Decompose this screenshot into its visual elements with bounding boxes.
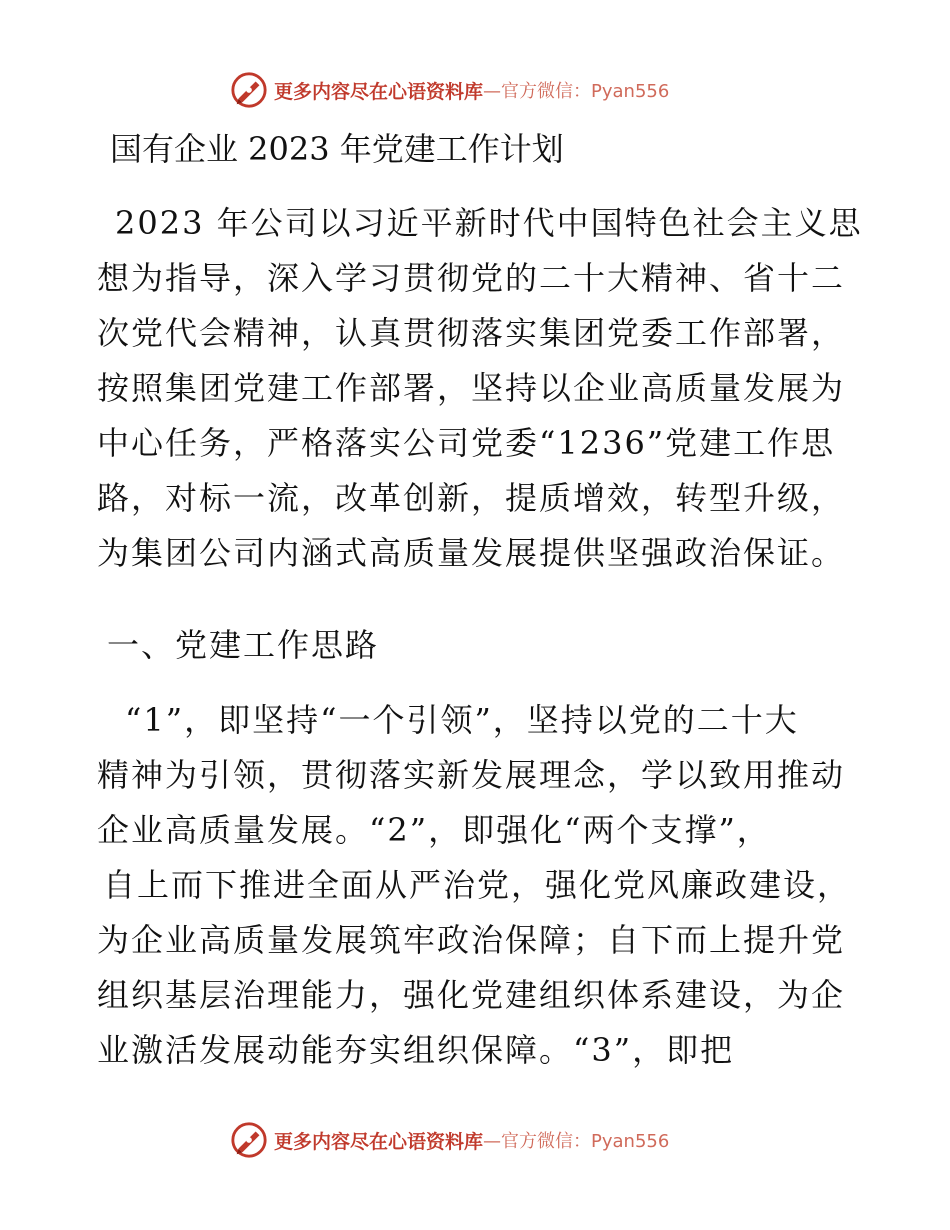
paragraph-line: 次党代会精神，认真贯彻落实集团党委工作部署， xyxy=(97,314,846,352)
paragraph-line: 中心任务，严格落实公司党委“1236”党建工作思 xyxy=(97,424,836,462)
paragraph-line: 组织基层治理能力，强化党建组织体系建设，为企 xyxy=(97,976,846,1014)
paragraph-line: 企业高质量发展。“2”，即强化“两个支撑”， xyxy=(97,811,771,849)
banner-sub-text: —官方微信：Pyan556 xyxy=(483,81,670,102)
paragraph-line: 业激活发展动能夯实组织保障。“3”，即把 xyxy=(97,1031,735,1069)
banner-sub-text: —官方微信：Pyan556 xyxy=(483,1131,670,1152)
paragraph-line: 2023 年公司以习近平新时代中国特色社会主义思 xyxy=(115,204,863,242)
document-title: 国有企业 2023 年党建工作计划 xyxy=(110,130,564,168)
paragraph-line: 为企业高质量发展筑牢政治保障；自下而上提升党 xyxy=(97,921,846,959)
paragraph-line: 自上而下推进全面从严治党，强化党风廉政建设， xyxy=(103,866,852,904)
banner-main-text: 更多内容尽在心语资料库 xyxy=(274,80,484,103)
section-paragraph xyxy=(97,693,857,1078)
paragraph-line: 路，对标一流，改革创新，提质增效，转型升级， xyxy=(97,479,846,517)
pen-logo-icon xyxy=(230,1121,268,1159)
paragraph-line: 按照集团党建工作部署，坚持以企业高质量发展为 xyxy=(97,369,846,407)
intro-paragraph xyxy=(97,196,863,581)
section-heading: 一、党建工作思路 xyxy=(107,626,380,664)
paragraph-line: “1”，即坚持“一个引领”，坚持以党的二十大 xyxy=(125,701,799,739)
paragraph-line: 为集团公司内涵式高质量发展提供坚强政治保证。 xyxy=(97,534,846,572)
footer-banner xyxy=(230,1120,669,1160)
header-banner xyxy=(230,70,669,110)
paragraph-line: 想为指导，深入学习贯彻党的二十大精神、省十二 xyxy=(97,259,846,297)
paragraph-line: 精神为引领，贯彻落实新发展理念，学以致用推动 xyxy=(97,756,846,794)
pen-logo-icon xyxy=(230,71,268,109)
banner-main-text: 更多内容尽在心语资料库 xyxy=(274,1130,484,1153)
